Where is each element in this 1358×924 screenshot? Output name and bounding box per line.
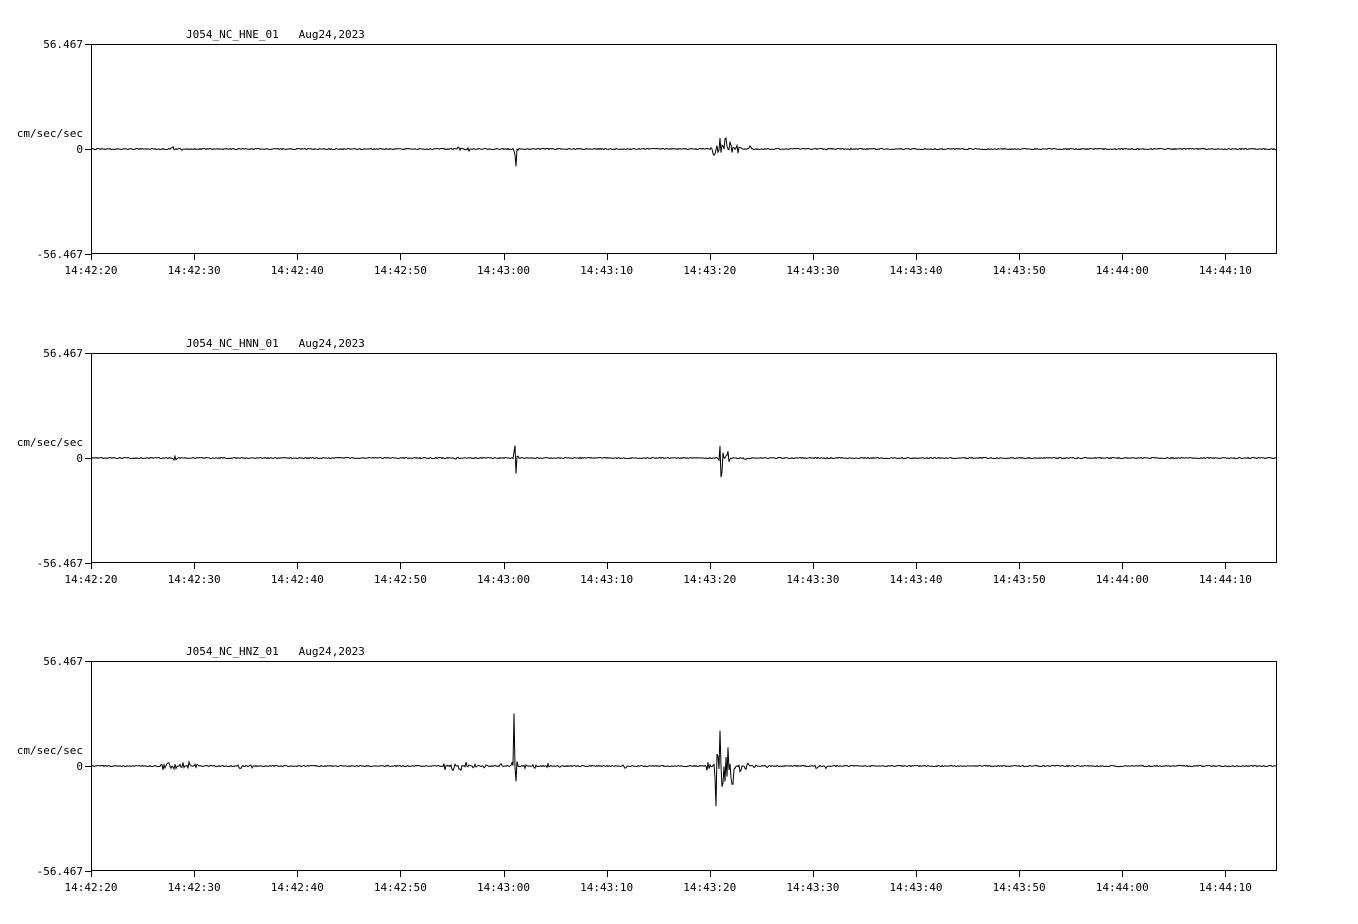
x-tick-label-2-0: 14:42:20	[64, 573, 118, 586]
panel-3	[0, 637, 1358, 917]
x-tickmark-3-8	[916, 871, 917, 877]
y-tick-max-2: 56.467	[43, 347, 83, 360]
x-tick-label-1-7: 14:43:30	[786, 264, 840, 277]
x-tickmark-1-3	[400, 254, 401, 260]
y-tickmark-3-1	[85, 766, 91, 767]
x-tick-label-2-11: 14:44:10	[1198, 573, 1252, 586]
x-tick-label-1-6: 14:43:20	[683, 264, 737, 277]
y-tickmark-2-0	[85, 353, 91, 354]
x-tick-label-2-8: 14:43:40	[889, 573, 943, 586]
y-axis-label-3: cm/sec/sec	[16, 744, 83, 757]
y-tick-zero-1: 0	[76, 143, 83, 156]
y-tickmark-2-1	[85, 458, 91, 459]
x-tick-label-1-0: 14:42:20	[64, 264, 118, 277]
panel-title-2: J054_NC_HNN_01 Aug24,2023	[186, 337, 365, 350]
x-tickmark-1-11	[1225, 254, 1226, 260]
x-tick-label-3-0: 14:42:20	[64, 881, 118, 894]
x-tickmark-3-0	[91, 871, 92, 877]
x-tickmark-1-5	[607, 254, 608, 260]
x-tick-label-2-7: 14:43:30	[786, 573, 840, 586]
x-tick-label-3-10: 14:44:00	[1095, 881, 1149, 894]
x-tick-label-1-4: 14:43:00	[477, 264, 530, 277]
y-tick-min-2: -56.467	[36, 557, 83, 570]
x-tickmark-3-3	[400, 871, 401, 877]
x-tick-label-1-8: 14:43:40	[889, 264, 943, 277]
x-tick-label-3-2: 14:42:40	[270, 881, 324, 894]
x-tickmark-1-10	[1122, 254, 1123, 260]
x-tick-label-2-4: 14:43:00	[477, 573, 530, 586]
x-tick-label-1-11: 14:44:10	[1198, 264, 1252, 277]
panel-title-3: J054_NC_HNZ_01 Aug24,2023	[186, 645, 365, 658]
x-tick-label-3-9: 14:43:50	[992, 881, 1046, 894]
x-tickmark-1-1	[194, 254, 195, 260]
x-tickmark-1-6	[710, 254, 711, 260]
x-tickmark-2-5	[607, 563, 608, 569]
x-tickmark-3-7	[813, 871, 814, 877]
x-tickmark-1-8	[916, 254, 917, 260]
x-tickmark-3-1	[194, 871, 195, 877]
x-tickmark-3-11	[1225, 871, 1226, 877]
x-tickmark-1-7	[813, 254, 814, 260]
x-tickmark-2-10	[1122, 563, 1123, 569]
x-tick-label-2-6: 14:43:20	[683, 573, 737, 586]
y-tickmark-3-0	[85, 661, 91, 662]
y-tick-max-3: 56.467	[43, 655, 83, 668]
x-tick-label-3-1: 14:42:30	[167, 881, 221, 894]
x-tickmark-2-6	[710, 563, 711, 569]
x-tick-label-3-3: 14:42:50	[373, 881, 427, 894]
x-tick-label-1-2: 14:42:40	[270, 264, 324, 277]
x-tickmark-3-10	[1122, 871, 1123, 877]
panel-title-1: J054_NC_HNE_01 Aug24,2023	[186, 28, 365, 41]
y-tick-min-1: -56.467	[36, 248, 83, 261]
y-tickmark-1-0	[85, 44, 91, 45]
y-tick-zero-3: 0	[76, 760, 83, 773]
x-tickmark-3-2	[297, 871, 298, 877]
x-tickmark-2-8	[916, 563, 917, 569]
x-tick-label-2-5: 14:43:10	[580, 573, 634, 586]
x-tickmark-2-4	[504, 563, 505, 569]
x-tickmark-3-6	[710, 871, 711, 877]
x-tickmark-3-5	[607, 871, 608, 877]
x-tick-label-3-7: 14:43:30	[786, 881, 840, 894]
panel-2	[0, 329, 1358, 609]
x-tickmark-3-4	[504, 871, 505, 877]
x-tickmark-1-2	[297, 254, 298, 260]
x-tickmark-1-9	[1019, 254, 1020, 260]
x-tickmark-2-9	[1019, 563, 1020, 569]
x-tickmark-2-0	[91, 563, 92, 569]
x-tickmark-2-1	[194, 563, 195, 569]
x-tick-label-3-11: 14:44:10	[1198, 881, 1252, 894]
waveform-trace-2	[92, 354, 1276, 562]
y-axis-label-2: cm/sec/sec	[16, 436, 83, 449]
x-tick-label-2-2: 14:42:40	[270, 573, 324, 586]
x-tick-label-3-4: 14:43:00	[477, 881, 530, 894]
y-tickmark-1-1	[85, 149, 91, 150]
x-tick-label-3-5: 14:43:10	[580, 881, 634, 894]
x-tick-label-1-10: 14:44:00	[1095, 264, 1149, 277]
x-tick-label-2-1: 14:42:30	[167, 573, 221, 586]
x-tickmark-3-9	[1019, 871, 1020, 877]
x-tick-label-3-6: 14:43:20	[683, 881, 737, 894]
x-tick-label-2-3: 14:42:50	[373, 573, 427, 586]
x-tick-label-1-3: 14:42:50	[373, 264, 427, 277]
x-tickmark-2-3	[400, 563, 401, 569]
y-tick-min-3: -56.467	[36, 865, 83, 878]
x-tick-label-2-10: 14:44:00	[1095, 573, 1149, 586]
x-tickmark-1-0	[91, 254, 92, 260]
x-tickmark-2-7	[813, 563, 814, 569]
x-tick-label-1-1: 14:42:30	[167, 264, 221, 277]
y-tick-zero-2: 0	[76, 452, 83, 465]
panel-1	[0, 20, 1358, 300]
y-tick-max-1: 56.467	[43, 38, 83, 51]
x-tick-label-3-8: 14:43:40	[889, 881, 943, 894]
y-axis-label-1: cm/sec/sec	[16, 127, 83, 140]
x-tick-label-1-9: 14:43:50	[992, 264, 1046, 277]
x-tick-label-2-9: 14:43:50	[992, 573, 1046, 586]
x-tick-label-1-5: 14:43:10	[580, 264, 634, 277]
waveform-trace-1	[92, 45, 1276, 253]
x-tickmark-1-4	[504, 254, 505, 260]
x-tickmark-2-2	[297, 563, 298, 569]
x-tickmark-2-11	[1225, 563, 1226, 569]
waveform-trace-3	[92, 662, 1276, 870]
